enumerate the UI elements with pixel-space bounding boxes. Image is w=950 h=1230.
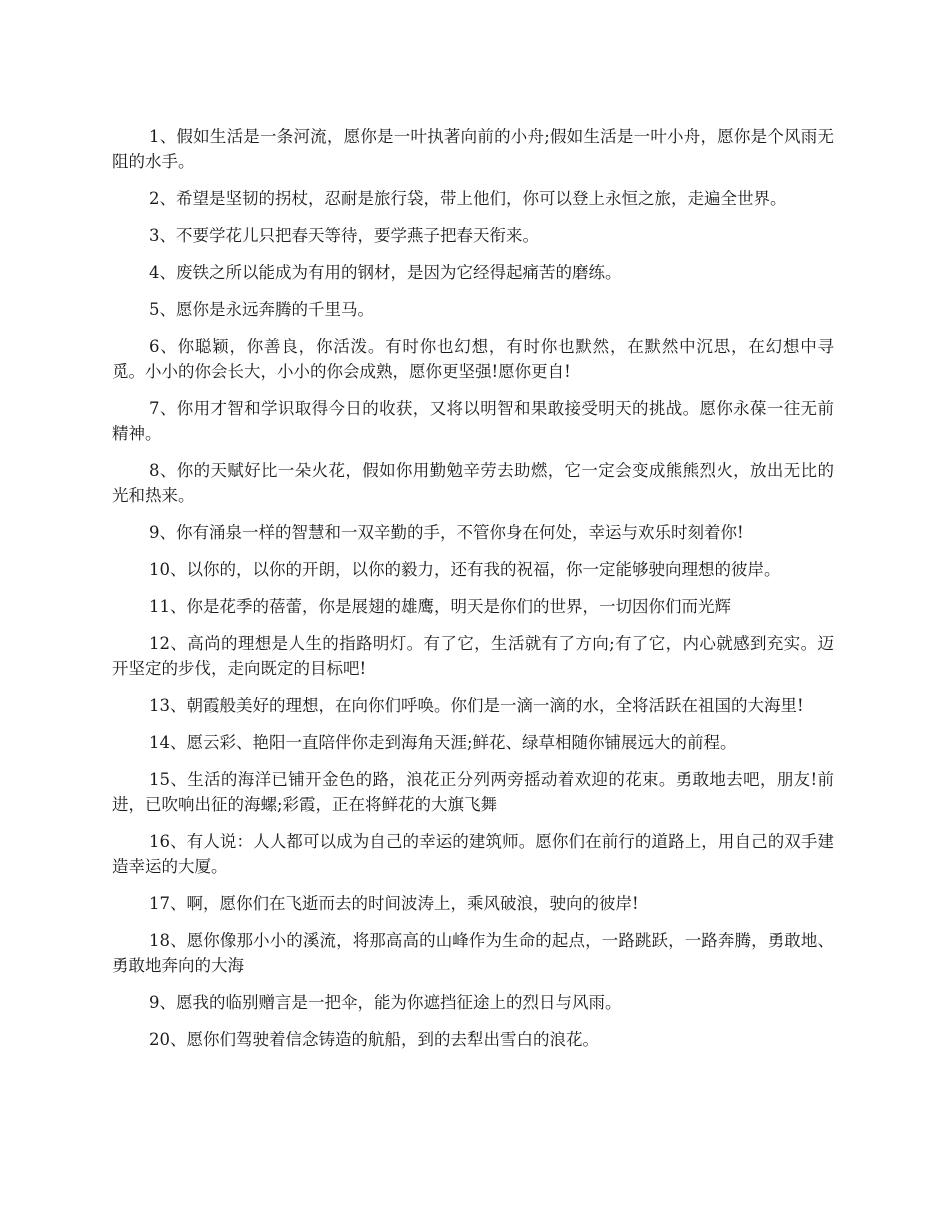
paragraph-15: 15、生活的海洋已铺开金色的路，浪花正分列两旁摇动着欢迎的花束。勇敢地去吧，朋友!前进，已吹响出征的海螺;彩霞，正在将鲜花的大旗飞舞 (112, 770, 834, 814)
paragraph-17: 17、啊，愿你们在飞逝而去的时间波涛上，乘风破浪，驶向的彼岸! (149, 894, 639, 913)
paragraph-3: 3、不要学花儿只把春天等待，要学燕子把春天衔来。 (149, 226, 539, 245)
paragraph-16: 16、有人说：人人都可以成为自己的幸运的建筑师。愿你们在前行的道路上，用自己的双手建造幸运的大厦。 (112, 832, 834, 876)
paragraph-1: 1、假如生活是一条河流，愿你是一叶执著向前的小舟;假如生活是一叶小舟，愿你是个风雨无阻的水手。 (112, 127, 834, 171)
paragraph-8: 8、你的天赋好比一朵火花，假如你用勤勉辛劳去助燃，它一定会变成熊熊烈火，放出无比的光和热来。 (112, 461, 834, 505)
paragraph-18: 18、愿你像那小小的溪流，将那高高的山峰作为生命的起点，一路跳跃，一路奔腾，勇敢地、勇敢地奔向的大海 (112, 931, 834, 975)
paragraph-13: 13、朝霞般美好的理想，在向你们呼唤。你们是一滴一滴的水，全将活跃在祖国的大海里! (149, 696, 804, 715)
paragraph-2: 2、希望是坚韧的拐杖，忍耐是旅行袋，带上他们，你可以登上永恒之旅，走遍全世界。 (149, 189, 787, 208)
paragraph-12: 12、高尚的理想是人生的指路明灯。有了它，生活就有了方向;有了它，内心就感到充实。迈开坚定的步伐，走向既定的目标吧! (112, 634, 834, 678)
paragraph-14: 14、愿云彩、艳阳一直陪伴你走到海角天涯;鲜花、绿草相随你铺展远大的前程。 (149, 733, 737, 752)
paragraph-6: 6、你聪颖，你善良，你活泼。有时你也幻想，有时你也默然，在默然中沉思，在幻想中寻觅。小小的你会长大，小小的你会成熟，愿你更坚强!愿你更自! (112, 337, 834, 381)
paragraph-19: 9、愿我的临别赠言是一把伞，能为你遮挡征途上的烈日与风雨。 (149, 993, 622, 1012)
document-body (112, 124, 834, 1064)
paragraph-10: 10、以你的，以你的开朗，以你的毅力，还有我的祝福，你一定能够驶向理想的彼岸。 (149, 560, 781, 579)
paragraph-7: 7、你用才智和学识取得今日的收获，又将以明智和果敢接受明天的挑战。愿你永葆一往无前精神。 (112, 399, 834, 443)
paragraph-9: 9、你有涌泉一样的智慧和一双辛勤的手，不管你身在何处，幸运与欢乐时刻着你! (149, 523, 744, 542)
paragraph-5: 5、愿你是永远奔腾的千里马。 (149, 300, 374, 319)
paragraph-11: 11、你是花季的蓓蕾，你是展翅的雄鹰，明天是你们的世界，一切因你们而光辉 (149, 597, 731, 616)
paragraph-20: 20、愿你们驾驶着信念铸造的航船，到的去犁出雪白的浪花。 (149, 1030, 599, 1049)
paragraph-4: 4、废铁之所以能成为有用的钢材，是因为它经得起痛苦的磨练。 (149, 263, 622, 282)
